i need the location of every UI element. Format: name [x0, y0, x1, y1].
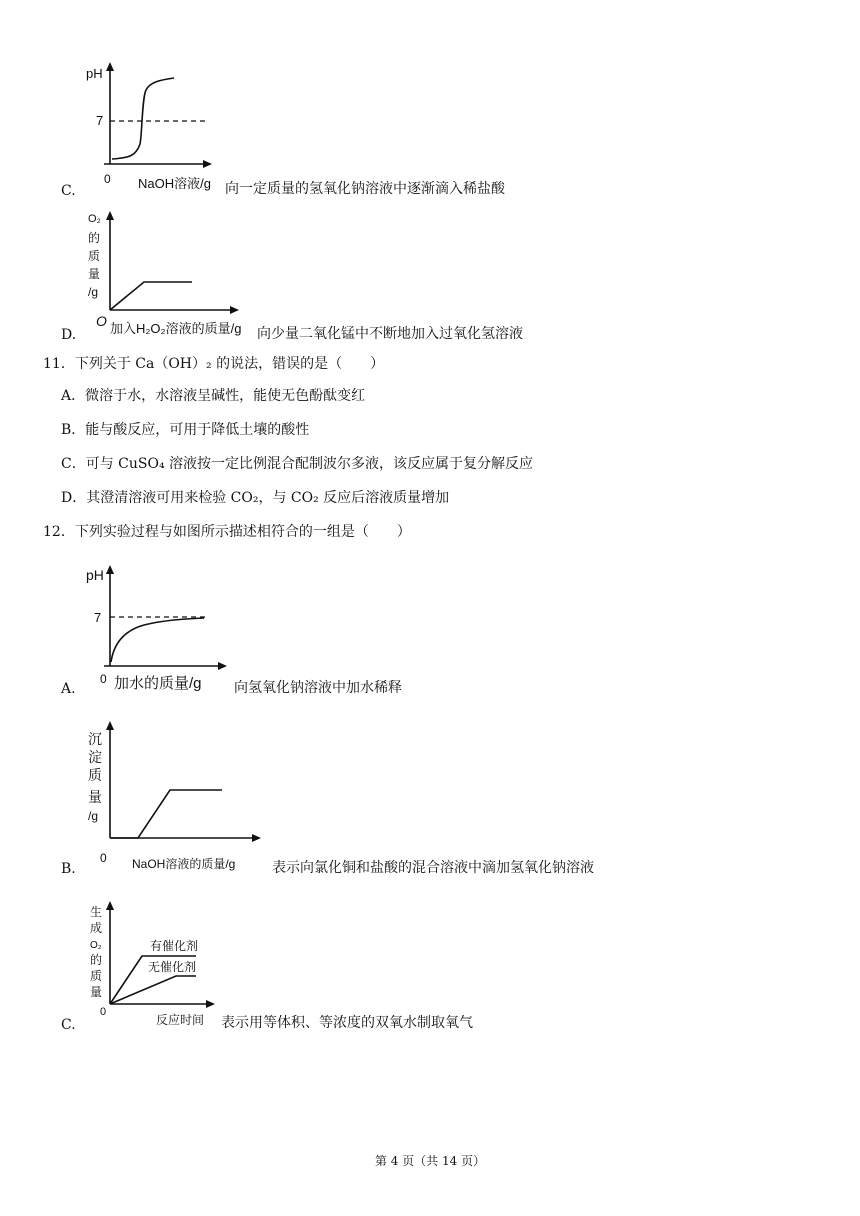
x-axis-label: 加入H₂O₂溶液的质量/g: [110, 321, 242, 336]
x-axis-label: 反应时间: [156, 1013, 205, 1027]
o2-curve: [110, 282, 192, 310]
y-label-line: 淀: [88, 749, 102, 765]
y-label-line: 生: [90, 905, 103, 919]
graph-ph-naoh: [84, 58, 224, 198]
y-label-line: 质: [88, 767, 102, 783]
y-label-line: 量: [88, 267, 101, 281]
origin-label: 0: [100, 851, 107, 865]
option-letter: D.: [61, 327, 77, 343]
origin-label: 0: [100, 672, 107, 686]
graph-ph-dilution: [84, 562, 239, 697]
series-without-catalyst: [110, 976, 196, 1004]
y-label-line: O₂: [88, 213, 101, 225]
y-axis-label: pH: [86, 66, 103, 81]
option-description: 表示用等体积、等浓度的双氧水制取氧气: [221, 1015, 473, 1031]
page-number: 第 4 页（共 14 页）: [374, 1154, 486, 1168]
q11-option-a: A．微溶于水，水溶液呈碱性，能使无色酚酞变红: [61, 388, 366, 404]
option-letter: A.: [61, 681, 76, 697]
option-letter: C.: [61, 183, 76, 199]
option-letter: B.: [61, 861, 76, 877]
graph-o2-vs-time: [84, 898, 224, 1033]
series-label-with-catalyst: 有催化剂: [150, 939, 199, 953]
graph-precipitate-mass: [84, 716, 274, 874]
origin-label: 0: [100, 1006, 107, 1018]
y-label-line: /g: [88, 809, 99, 823]
option-letter: C.: [61, 1017, 76, 1033]
q11-option-b: B．能与酸反应，可用于降低土壤的酸性: [61, 422, 310, 438]
y-label-line: /g: [88, 285, 99, 299]
x-axis-label: NaOH溶液的质量/g: [132, 857, 236, 871]
y-label-line: 量: [88, 789, 102, 805]
series-label-without-catalyst: 无催化剂: [148, 960, 197, 974]
graph-o2-mass: [84, 204, 259, 344]
q11-option-d: D．其澄清溶液可用来检验 CO₂，与 CO₂ 反应后溶液质量增加: [61, 490, 450, 506]
option-description: 向氢氧化钠溶液中加水稀释: [234, 680, 402, 696]
x-axis-label: 加水的质量/g: [114, 675, 202, 692]
y-label-line: O₂: [90, 940, 102, 951]
question-11-stem: 11．下列关于 Ca（OH）₂ 的说法，错误的是（ ）: [43, 356, 385, 372]
y-label-line: 量: [90, 985, 103, 999]
precipitate-curve: [110, 790, 222, 838]
origin-label: 0: [104, 172, 111, 186]
option-description: 向少量二氧化锰中不断地加入过氧化氢溶液: [257, 326, 523, 342]
ph-curve: [112, 78, 174, 159]
ph-curve: [111, 618, 204, 662]
origin-label: O: [96, 313, 107, 329]
q11-option-c: C．可与 CuSO₄ 溶液按一定比例混合配制波尔多液，该反应属于复分解反应: [61, 456, 534, 472]
option-description: 表示向氯化铜和盐酸的混合溶液中滴加氢氧化钠溶液: [272, 860, 594, 876]
y-label-line: 沉: [88, 731, 102, 747]
y-label-line: 的: [90, 953, 103, 967]
x-axis-label: NaOH溶液/g: [138, 176, 211, 191]
ref-value-label: 7: [96, 113, 104, 128]
y-axis-label: pH: [86, 567, 104, 583]
option-description: 向一定质量的氢氧化钠溶液中逐渐滴入稀盐酸: [225, 181, 505, 197]
y-label-line: 成: [90, 921, 103, 935]
question-12-stem: 12．下列实验过程与如图所示描述相符合的一组是（ ）: [43, 524, 411, 540]
y-label-line: 的: [88, 231, 101, 245]
y-label-line: 质: [90, 969, 103, 983]
y-label-line: 质: [88, 249, 101, 263]
ref-value-label: 7: [94, 610, 102, 625]
